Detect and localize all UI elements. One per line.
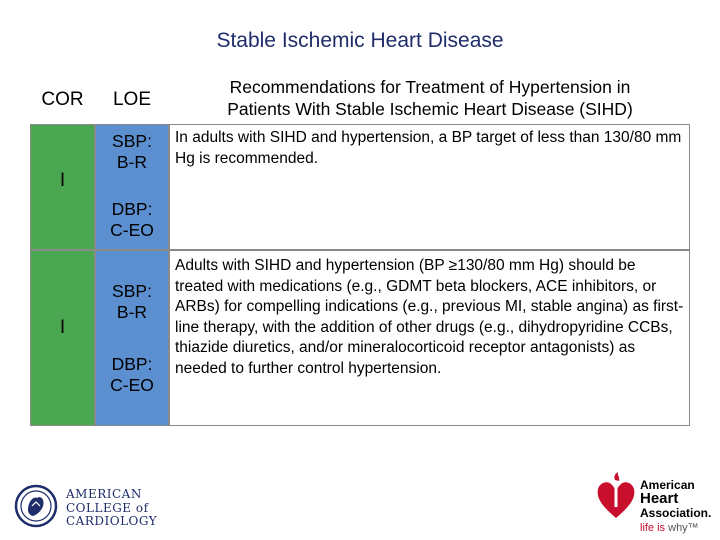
aha-tag-right: why™ xyxy=(668,522,699,534)
header-rec-line2: Patients With Stable Ischemic Heart Disease (SIHD) xyxy=(227,99,633,119)
acc-line2: COLLEGE of xyxy=(66,500,149,515)
row1-loe-dbp xyxy=(95,199,169,241)
row2-cor-value: I xyxy=(59,317,66,338)
row1-rec-text: In adults with SIHD and hypertension, a BP target of less than 130/80 mm Hg is recommended. xyxy=(175,129,682,167)
row1-loe-sbp-value: B-R xyxy=(116,152,148,172)
row2-loe-dbp xyxy=(95,354,169,396)
acc-line1: AMERICAN xyxy=(66,487,142,501)
row1-loe-dbp-value: C-EO xyxy=(110,220,154,240)
row1-loe-dbp-label: DBP: xyxy=(111,199,153,219)
aha-line2: Heart xyxy=(640,490,679,507)
row2-loe-sbp xyxy=(95,281,169,323)
page-title: Stable Ischemic Heart Disease xyxy=(216,29,504,52)
row1-loe-sbp xyxy=(95,131,169,173)
acc-line3: CARDIOLOGY xyxy=(66,514,158,528)
aha-line1: American xyxy=(640,478,695,492)
row2-loe-sbp-label: SBP: xyxy=(112,281,152,301)
aha-line3: Association. xyxy=(640,506,712,520)
header-cor: COR xyxy=(41,89,84,110)
aha-tag-left: life is xyxy=(640,522,669,534)
aha-heart-torch-icon xyxy=(594,472,638,522)
row2-loe-dbp-value: C-EO xyxy=(110,375,154,395)
header-loe: LOE xyxy=(112,89,152,110)
row2-rec-text: Adults with SIHD and hypertension (BP ≥130/80 mm Hg) should be treated with medications (e.g., GDMT beta blockers, ACE inhibitors, or ARBs) for compelling indications (e.g., previous MI, stable angina) as first-line therapy, with the addition of other drugs (e.g., dihydropyridine CCBs, thiazide diuretics, and/or mineralocorticoid receptor antagonists) as needed to further control hypertension. xyxy=(175,257,684,377)
row2-cor-cell xyxy=(30,250,95,426)
row1-cor-value: I xyxy=(59,170,66,191)
header-recommendations xyxy=(170,76,690,120)
header-rec-line1: Recommendations for Treatment of Hypertension in xyxy=(229,77,631,97)
aha-wordmark xyxy=(640,478,711,520)
row1-loe-sbp-label: SBP: xyxy=(112,131,152,151)
aha-tagline xyxy=(640,522,699,534)
row2-loe-cell xyxy=(95,250,169,426)
acc-seal-icon xyxy=(14,484,58,528)
acc-wordmark xyxy=(66,488,157,529)
row1-cor-cell xyxy=(30,124,95,250)
row2-loe-sbp-value: B-R xyxy=(116,302,148,322)
row2-loe-dbp-label: DBP: xyxy=(111,354,153,374)
